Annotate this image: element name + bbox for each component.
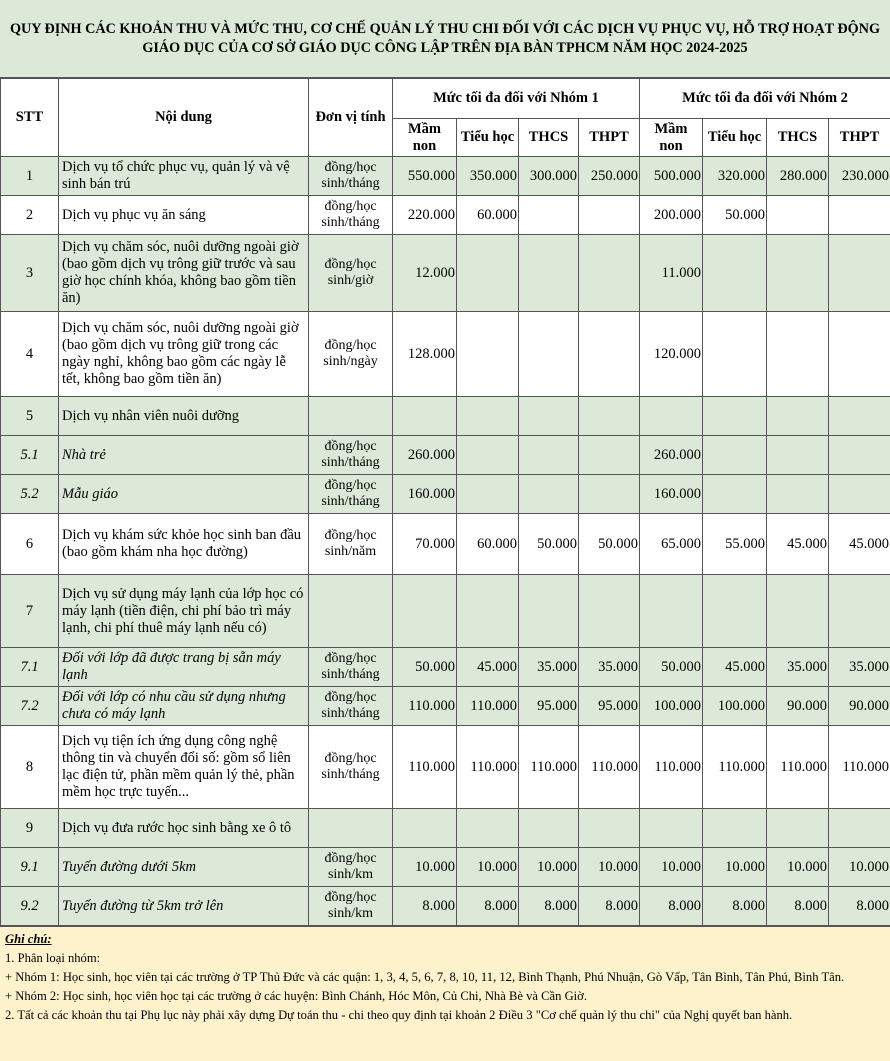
table-row: [1, 575, 890, 648]
row-value: 8.000: [519, 887, 579, 926]
row-value: [640, 809, 703, 848]
row-stt: 4: [1, 312, 59, 397]
row-value: [767, 575, 829, 648]
row-value: 110.000: [640, 726, 703, 809]
row-stt: 3: [1, 235, 59, 312]
notes-line: + Nhóm 1: Học sinh, học viên tại các trường ở TP Thủ Đức và các quận: 1, 3, 4, 5, 6, 7, 8, 10, 11, 12, Bình Thạnh, Phú Nhuận, Gò Vấp, Tân Bình, Tân Phú, Bình Tân.: [5, 970, 845, 984]
row-value: [393, 809, 457, 848]
row-value: 120.000: [640, 312, 703, 397]
row-value: [829, 196, 890, 235]
row-value: 10.000: [829, 848, 890, 887]
row-value: 65.000: [640, 514, 703, 575]
row-stt: 1: [1, 157, 59, 196]
row-value: 110.000: [393, 726, 457, 809]
row-value: 50.000: [703, 196, 767, 235]
row-value: 8.000: [457, 887, 519, 926]
row-stt: 9.1: [1, 848, 59, 887]
row-stt: 9.2: [1, 887, 59, 926]
row-value: 70.000: [393, 514, 457, 575]
row-value: [829, 809, 890, 848]
row-value: 90.000: [829, 687, 890, 726]
row-value: 10.000: [457, 848, 519, 887]
table-row: [1, 648, 890, 687]
row-unit: đồng/học sinh/tháng: [309, 648, 393, 687]
row-value: [703, 475, 767, 514]
row-value: 100.000: [703, 687, 767, 726]
row-value: [457, 575, 519, 648]
row-content: Tuyến đường từ 5km trở lên: [59, 887, 309, 926]
table-row: [1, 809, 890, 848]
row-value: 550.000: [393, 157, 457, 196]
row-value: [829, 397, 890, 436]
row-stt: 7: [1, 575, 59, 648]
row-value: [703, 575, 767, 648]
row-value: 10.000: [519, 848, 579, 887]
header-level: THPT: [579, 119, 640, 157]
row-value: [457, 436, 519, 475]
row-value: 350.000: [457, 157, 519, 196]
row-value: [579, 475, 640, 514]
row-value: [519, 575, 579, 648]
row-unit: đồng/học sinh/km: [309, 848, 393, 887]
row-stt: 7.2: [1, 687, 59, 726]
row-value: 110.000: [393, 687, 457, 726]
table-row: [1, 848, 890, 887]
row-value: [457, 397, 519, 436]
table-row: [1, 196, 890, 235]
row-unit: [309, 575, 393, 648]
row-value: 500.000: [640, 157, 703, 196]
row-value: 50.000: [393, 648, 457, 687]
row-value: [457, 312, 519, 397]
row-value: 8.000: [393, 887, 457, 926]
row-value: [519, 312, 579, 397]
row-content: Đối với lớp có nhu cầu sử dụng nhưng chưa có máy lạnh: [59, 687, 309, 726]
header-level: Tiểu học: [457, 119, 519, 157]
row-stt: 5.1: [1, 436, 59, 475]
row-stt: 8: [1, 726, 59, 809]
row-value: 280.000: [767, 157, 829, 196]
row-value: [767, 235, 829, 312]
row-unit: đồng/học sinh/tháng: [309, 157, 393, 196]
row-value: [767, 397, 829, 436]
row-value: 10.000: [703, 848, 767, 887]
row-value: 11.000: [640, 235, 703, 312]
header-content: Nội dung: [59, 79, 309, 157]
row-unit: đồng/học sinh/năm: [309, 514, 393, 575]
row-value: 260.000: [393, 436, 457, 475]
row-value: [519, 809, 579, 848]
row-value: 160.000: [393, 475, 457, 514]
row-unit: đồng/học sinh/tháng: [309, 436, 393, 475]
row-value: 35.000: [829, 648, 890, 687]
header-level: THCS: [519, 119, 579, 157]
row-value: 10.000: [579, 848, 640, 887]
table-row: [1, 436, 890, 475]
row-content: Dịch vụ tổ chức phục vụ, quản lý và vệ sinh bán trú: [59, 157, 309, 196]
row-content: Dịch vụ tiện ích ứng dụng công nghệ thông tin và chuyển đổi số: gồm sổ liên lạc điện tử, phần mềm quản lý thẻ, phần mềm học trực tuyến...: [59, 726, 309, 809]
row-value: [519, 475, 579, 514]
row-stt: 9: [1, 809, 59, 848]
notes-line: 1. Phân loại nhóm:: [5, 951, 101, 965]
row-value: 100.000: [640, 687, 703, 726]
row-value: 50.000: [640, 648, 703, 687]
table-row: [1, 514, 890, 575]
row-value: [579, 809, 640, 848]
row-value: [579, 575, 640, 648]
row-value: 110.000: [829, 726, 890, 809]
row-value: [457, 475, 519, 514]
row-content: Dịch vụ sử dụng máy lạnh của lớp học có máy lạnh (tiền điện, chi phí bảo trì máy lạnh, chi phí thuê máy lạnh nếu có): [59, 575, 309, 648]
row-value: 55.000: [703, 514, 767, 575]
table-row: [1, 475, 890, 514]
row-unit: đồng/học sinh/ngày: [309, 312, 393, 397]
row-content: Dịch vụ chăm sóc, nuôi dưỡng ngoài giờ (bao gồm dịch vụ trông giữ trước và sau giờ học chính khóa, không bao gồm tiền ăn): [59, 235, 309, 312]
row-value: [829, 436, 890, 475]
row-value: 95.000: [579, 687, 640, 726]
row-value: 35.000: [579, 648, 640, 687]
row-value: [519, 397, 579, 436]
row-value: 12.000: [393, 235, 457, 312]
row-content: Dịch vụ khám sức khỏe học sinh ban đầu (bao gồm khám nha học đường): [59, 514, 309, 575]
row-value: 60.000: [457, 196, 519, 235]
row-value: 110.000: [519, 726, 579, 809]
row-value: 10.000: [393, 848, 457, 887]
header-level: THPT: [829, 119, 890, 157]
row-value: [703, 809, 767, 848]
row-value: 110.000: [703, 726, 767, 809]
row-value: 8.000: [703, 887, 767, 926]
row-value: 45.000: [767, 514, 829, 575]
row-value: 200.000: [640, 196, 703, 235]
row-value: 45.000: [829, 514, 890, 575]
row-unit: [309, 397, 393, 436]
row-value: [767, 475, 829, 514]
row-value: [579, 196, 640, 235]
row-value: [767, 436, 829, 475]
row-value: [393, 575, 457, 648]
table-row: [1, 887, 890, 926]
row-value: 90.000: [767, 687, 829, 726]
row-unit: đồng/học sinh/tháng: [309, 726, 393, 809]
table-row: [1, 157, 890, 196]
header-level: Tiểu học: [703, 119, 767, 157]
notes-line: + Nhóm 2: Học sinh, học viên học tại các trường ở các huyện: Bình Chánh, Hóc Môn, Củ Chi, Nhà Bè và Cần Giờ.: [5, 989, 587, 1003]
row-value: [640, 575, 703, 648]
row-value: [703, 235, 767, 312]
row-value: [829, 475, 890, 514]
row-value: 110.000: [579, 726, 640, 809]
row-value: 35.000: [519, 648, 579, 687]
row-content: Dịch vụ phục vụ ăn sáng: [59, 196, 309, 235]
table-row: [1, 397, 890, 436]
header-group-1: Mức tối đa đối với Nhóm 1: [393, 79, 640, 119]
row-value: [579, 235, 640, 312]
row-value: [579, 312, 640, 397]
row-value: 250.000: [579, 157, 640, 196]
row-stt: 6: [1, 514, 59, 575]
row-content: Tuyến đường dưới 5km: [59, 848, 309, 887]
row-value: 10.000: [767, 848, 829, 887]
notes-heading: Ghi chú:: [5, 932, 52, 946]
row-value: 35.000: [767, 648, 829, 687]
notes-line: 2. Tất cả các khoản thu tại Phụ lục này phải xây dựng Dự toán thu - chi theo quy định tại khoản 2 Điều 3 "Cơ chế quản lý thu chi" của Nghị quyết ban hành.: [5, 1008, 793, 1022]
row-content: Dịch vụ nhân viên nuôi dưỡng: [59, 397, 309, 436]
row-value: 8.000: [767, 887, 829, 926]
header-level: Mầm non: [640, 119, 703, 157]
row-unit: đồng/học sinh/tháng: [309, 196, 393, 235]
row-value: [767, 196, 829, 235]
row-content: Dịch vụ đưa rước học sinh bằng xe ô tô: [59, 809, 309, 848]
row-value: 45.000: [703, 648, 767, 687]
row-unit: đồng/học sinh/km: [309, 887, 393, 926]
row-value: [457, 809, 519, 848]
notes-section: [0, 926, 890, 1061]
row-value: 160.000: [640, 475, 703, 514]
row-value: 45.000: [457, 648, 519, 687]
table-row: [1, 726, 890, 809]
row-value: 8.000: [829, 887, 890, 926]
row-value: [703, 436, 767, 475]
row-value: [767, 809, 829, 848]
row-value: 50.000: [579, 514, 640, 575]
row-content: Mẫu giáo: [59, 475, 309, 514]
row-value: [829, 312, 890, 397]
row-value: 300.000: [519, 157, 579, 196]
row-value: 128.000: [393, 312, 457, 397]
header-level: Mầm non: [393, 119, 457, 157]
row-value: 110.000: [457, 687, 519, 726]
row-value: 110.000: [767, 726, 829, 809]
row-value: 8.000: [579, 887, 640, 926]
row-value: [640, 397, 703, 436]
table-row: [1, 687, 890, 726]
row-value: 60.000: [457, 514, 519, 575]
row-value: [829, 235, 890, 312]
row-value: 50.000: [519, 514, 579, 575]
row-value: 110.000: [457, 726, 519, 809]
row-unit: đồng/học sinh/tháng: [309, 475, 393, 514]
row-value: [519, 436, 579, 475]
header-group-2: Mức tối đa đối với Nhóm 2: [640, 79, 890, 119]
row-value: 95.000: [519, 687, 579, 726]
header-stt: STT: [1, 79, 59, 157]
row-value: [519, 235, 579, 312]
row-value: 260.000: [640, 436, 703, 475]
row-value: [579, 397, 640, 436]
header-unit: Đơn vị tính: [309, 79, 393, 157]
row-unit: [309, 809, 393, 848]
row-content: Đối với lớp đã được trang bị sẵn máy lạnh: [59, 648, 309, 687]
header-level: THCS: [767, 119, 829, 157]
row-value: 220.000: [393, 196, 457, 235]
row-stt: 7.1: [1, 648, 59, 687]
row-value: [457, 235, 519, 312]
row-value: [579, 436, 640, 475]
row-unit: đồng/học sinh/tháng: [309, 687, 393, 726]
row-value: [519, 196, 579, 235]
row-content: Nhà trẻ: [59, 436, 309, 475]
row-content: Dịch vụ chăm sóc, nuôi dưỡng ngoài giờ (bao gồm dịch vụ trông giữ trong các ngày nghỉ, không bao gồm các ngày lễ tết, không bao gồm tiền ăn): [59, 312, 309, 397]
row-value: 230.000: [829, 157, 890, 196]
row-value: [393, 397, 457, 436]
row-stt: 5: [1, 397, 59, 436]
table-row: [1, 312, 890, 397]
row-value: [767, 312, 829, 397]
row-value: [703, 312, 767, 397]
row-value: 8.000: [640, 887, 703, 926]
row-value: [829, 575, 890, 648]
row-stt: 5.2: [1, 475, 59, 514]
row-unit: đồng/học sinh/giờ: [309, 235, 393, 312]
fee-table: [0, 78, 890, 926]
row-value: 320.000: [703, 157, 767, 196]
page-title: QUY ĐỊNH CÁC KHOẢN THU VÀ MỨC THU, CƠ CHẾ QUẢN LÝ THU CHI ĐỐI VỚI CÁC DỊCH VỤ PHỤC VỤ, HỖ TRỢ HOẠT ĐỘNG GIÁO DỤC CỦA CƠ SỞ GIÁO DỤC CÔNG LẬP TRÊN ĐỊA BÀN TPHCM NĂM HỌC 2024-2025: [0, 0, 890, 78]
row-stt: 2: [1, 196, 59, 235]
table-row: [1, 235, 890, 312]
row-value: 10.000: [640, 848, 703, 887]
row-value: [703, 397, 767, 436]
